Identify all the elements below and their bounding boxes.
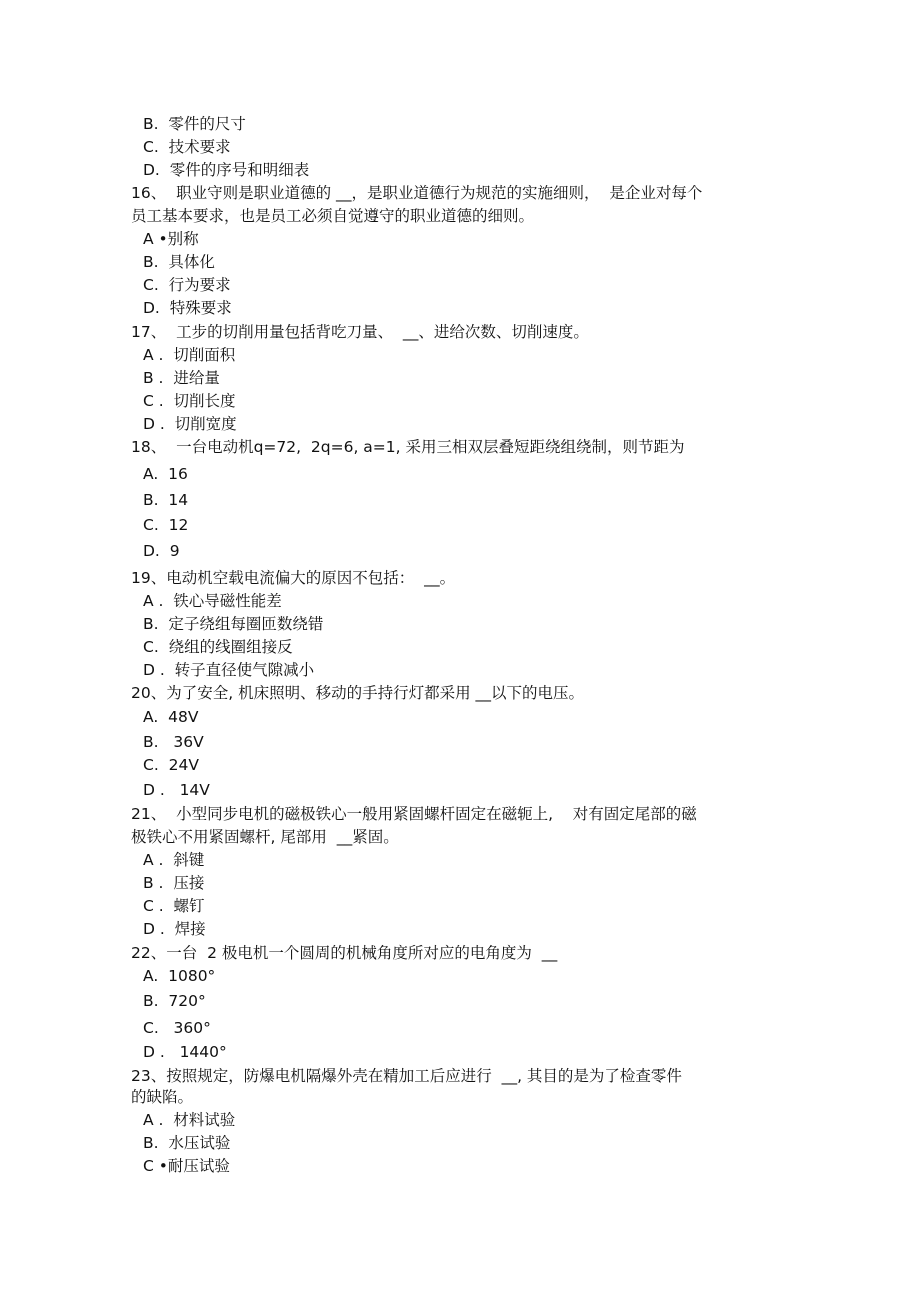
question-16-option-d: D. 特殊要求 xyxy=(143,299,232,317)
question-20-option-b: B. 36V xyxy=(143,733,204,751)
question-17-option-c: C . 切削长度 xyxy=(143,392,236,410)
question-23-option-c: C •耐压试验 xyxy=(143,1157,230,1175)
question-16-stem-cont: 员工基本要求，也是员工必须自觉遵守的职业道德的细则。 xyxy=(131,207,535,225)
question-18-option-a: A. 16 xyxy=(143,465,188,483)
question-21-stem: 21、 小型同步电机的磁极铁心一般用紧固螺杆固定在磁轭上, 对有固定尾部的磁 xyxy=(131,805,697,823)
question-16-stem: 16、 职业守则是职业道德的 __，是职业道德行为规范的实施细则， 是企业对每个 xyxy=(131,184,703,202)
question-22-option-a: A. 1080° xyxy=(143,967,216,985)
question-18-option-c: C. 12 xyxy=(143,516,189,534)
question-19-option-d: D . 转子直径使气隙减小 xyxy=(143,661,315,679)
question-19-option-a: A . 铁心导磁性能差 xyxy=(143,592,282,610)
question-20-stem: 20、为了安全, 机床照明、移动的手持行灯都采用 __以下的电压。 xyxy=(131,684,585,702)
question-18-stem: 18、 一台电动机q=72, 2q=6, a=1, 采用三相双层叠短距绕组绕制，则节距为 xyxy=(131,438,685,456)
question-23-stem-cont: 的缺陷。 xyxy=(131,1088,194,1106)
question-16-option-a: A •别称 xyxy=(143,230,199,248)
question-16-option-b: B. 具体化 xyxy=(143,253,215,271)
question-22-option-c: C. 360° xyxy=(143,1019,211,1037)
question-21-option-c: C . 螺钉 xyxy=(143,897,205,915)
question-22-option-d: D . 1440° xyxy=(143,1043,227,1061)
question-19-option-b: B. 定子绕组每圈匝数绕错 xyxy=(143,615,324,633)
question-16-option-c: C. 行为要求 xyxy=(143,276,231,294)
question-20-option-d: D . 14V xyxy=(143,781,210,799)
option-d: D. 零件的序号和明细表 xyxy=(143,161,310,179)
question-22-option-b: B. 720° xyxy=(143,992,206,1010)
option-c: C. 技术要求 xyxy=(143,138,231,156)
question-20-option-a: A. 48V xyxy=(143,708,199,726)
question-17-option-b: B . 进给量 xyxy=(143,369,220,387)
question-19-option-c: C. 绕组的线圈组接反 xyxy=(143,638,293,656)
question-21-option-a: A . 斜键 xyxy=(143,851,205,869)
question-17-option-d: D . 切削宽度 xyxy=(143,415,237,433)
question-20-option-c: C. 24V xyxy=(143,756,199,774)
question-17-option-a: A . 切削面积 xyxy=(143,346,236,364)
question-17-stem: 17、 工步的切削用量包括背吃刀量、 __、进给次数、切削速度。 xyxy=(131,323,589,341)
question-21-option-d: D . 焊接 xyxy=(143,920,206,938)
question-18-option-d: D. 9 xyxy=(143,542,180,560)
question-23-option-b: B. 水压试验 xyxy=(143,1134,231,1152)
question-18-option-b: B. 14 xyxy=(143,491,189,509)
question-23-option-a: A . 材料试验 xyxy=(143,1111,236,1129)
question-21-option-b: B . 压接 xyxy=(143,874,205,892)
question-22-stem: 22、一台 2 极电机一个圆周的机械角度所对应的电角度为 __ xyxy=(131,944,558,962)
option-b: B. 零件的尺寸 xyxy=(143,115,246,133)
question-21-stem-cont: 极铁心不用紧固螺杆, 尾部用 __紧固。 xyxy=(131,828,399,846)
question-23-stem: 23、按照规定，防爆电机隔爆外壳在精加工后应进行 __, 其目的是为了检查零件 xyxy=(131,1067,682,1085)
question-19-stem: 19、电动机空载电流偏大的原因不包括： __。 xyxy=(131,569,456,587)
